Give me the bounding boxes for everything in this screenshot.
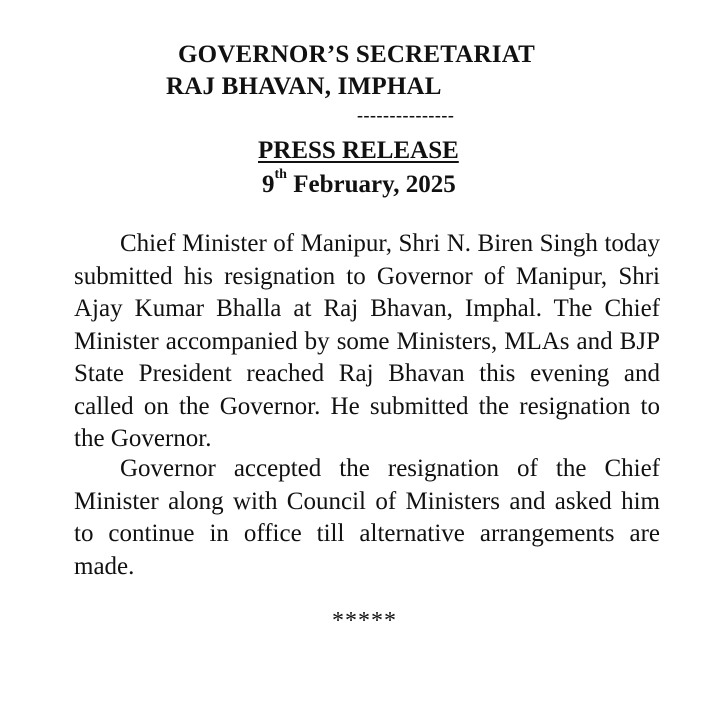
end-mark: ***** (332, 608, 397, 634)
office-location: RAJ BHAVAN, IMPHAL (166, 73, 442, 100)
release-date (262, 167, 456, 200)
office-name: GOVERNOR’S SECRETARIAT (178, 41, 536, 68)
date-day: 9 (262, 171, 275, 198)
date-month-year: February, 2025 (286, 171, 456, 198)
date-suffix: th (274, 167, 287, 182)
header-divider: --------------- (357, 105, 455, 125)
press-release-title: PRESS RELEASE (258, 137, 459, 164)
body-paragraph-2: Governor accepted the resignation of the Chief Minister along with Council of Ministers and asked him to continue in office till alternative arrangements are made. (74, 455, 660, 580)
body-paragraph-1: Chief Minister of Manipur, Shri N. Biren Singh today submitted his resignation to Governor of Manipur, Shri Ajay Kumar Bhalla at Raj Bhavan, Imphal. The Chief Minister accompanied by some Ministers, MLAs and BJP State President reached Raj Bhavan this evening and called on the Governor. He submitted the resignation to the Governor. (74, 230, 660, 452)
